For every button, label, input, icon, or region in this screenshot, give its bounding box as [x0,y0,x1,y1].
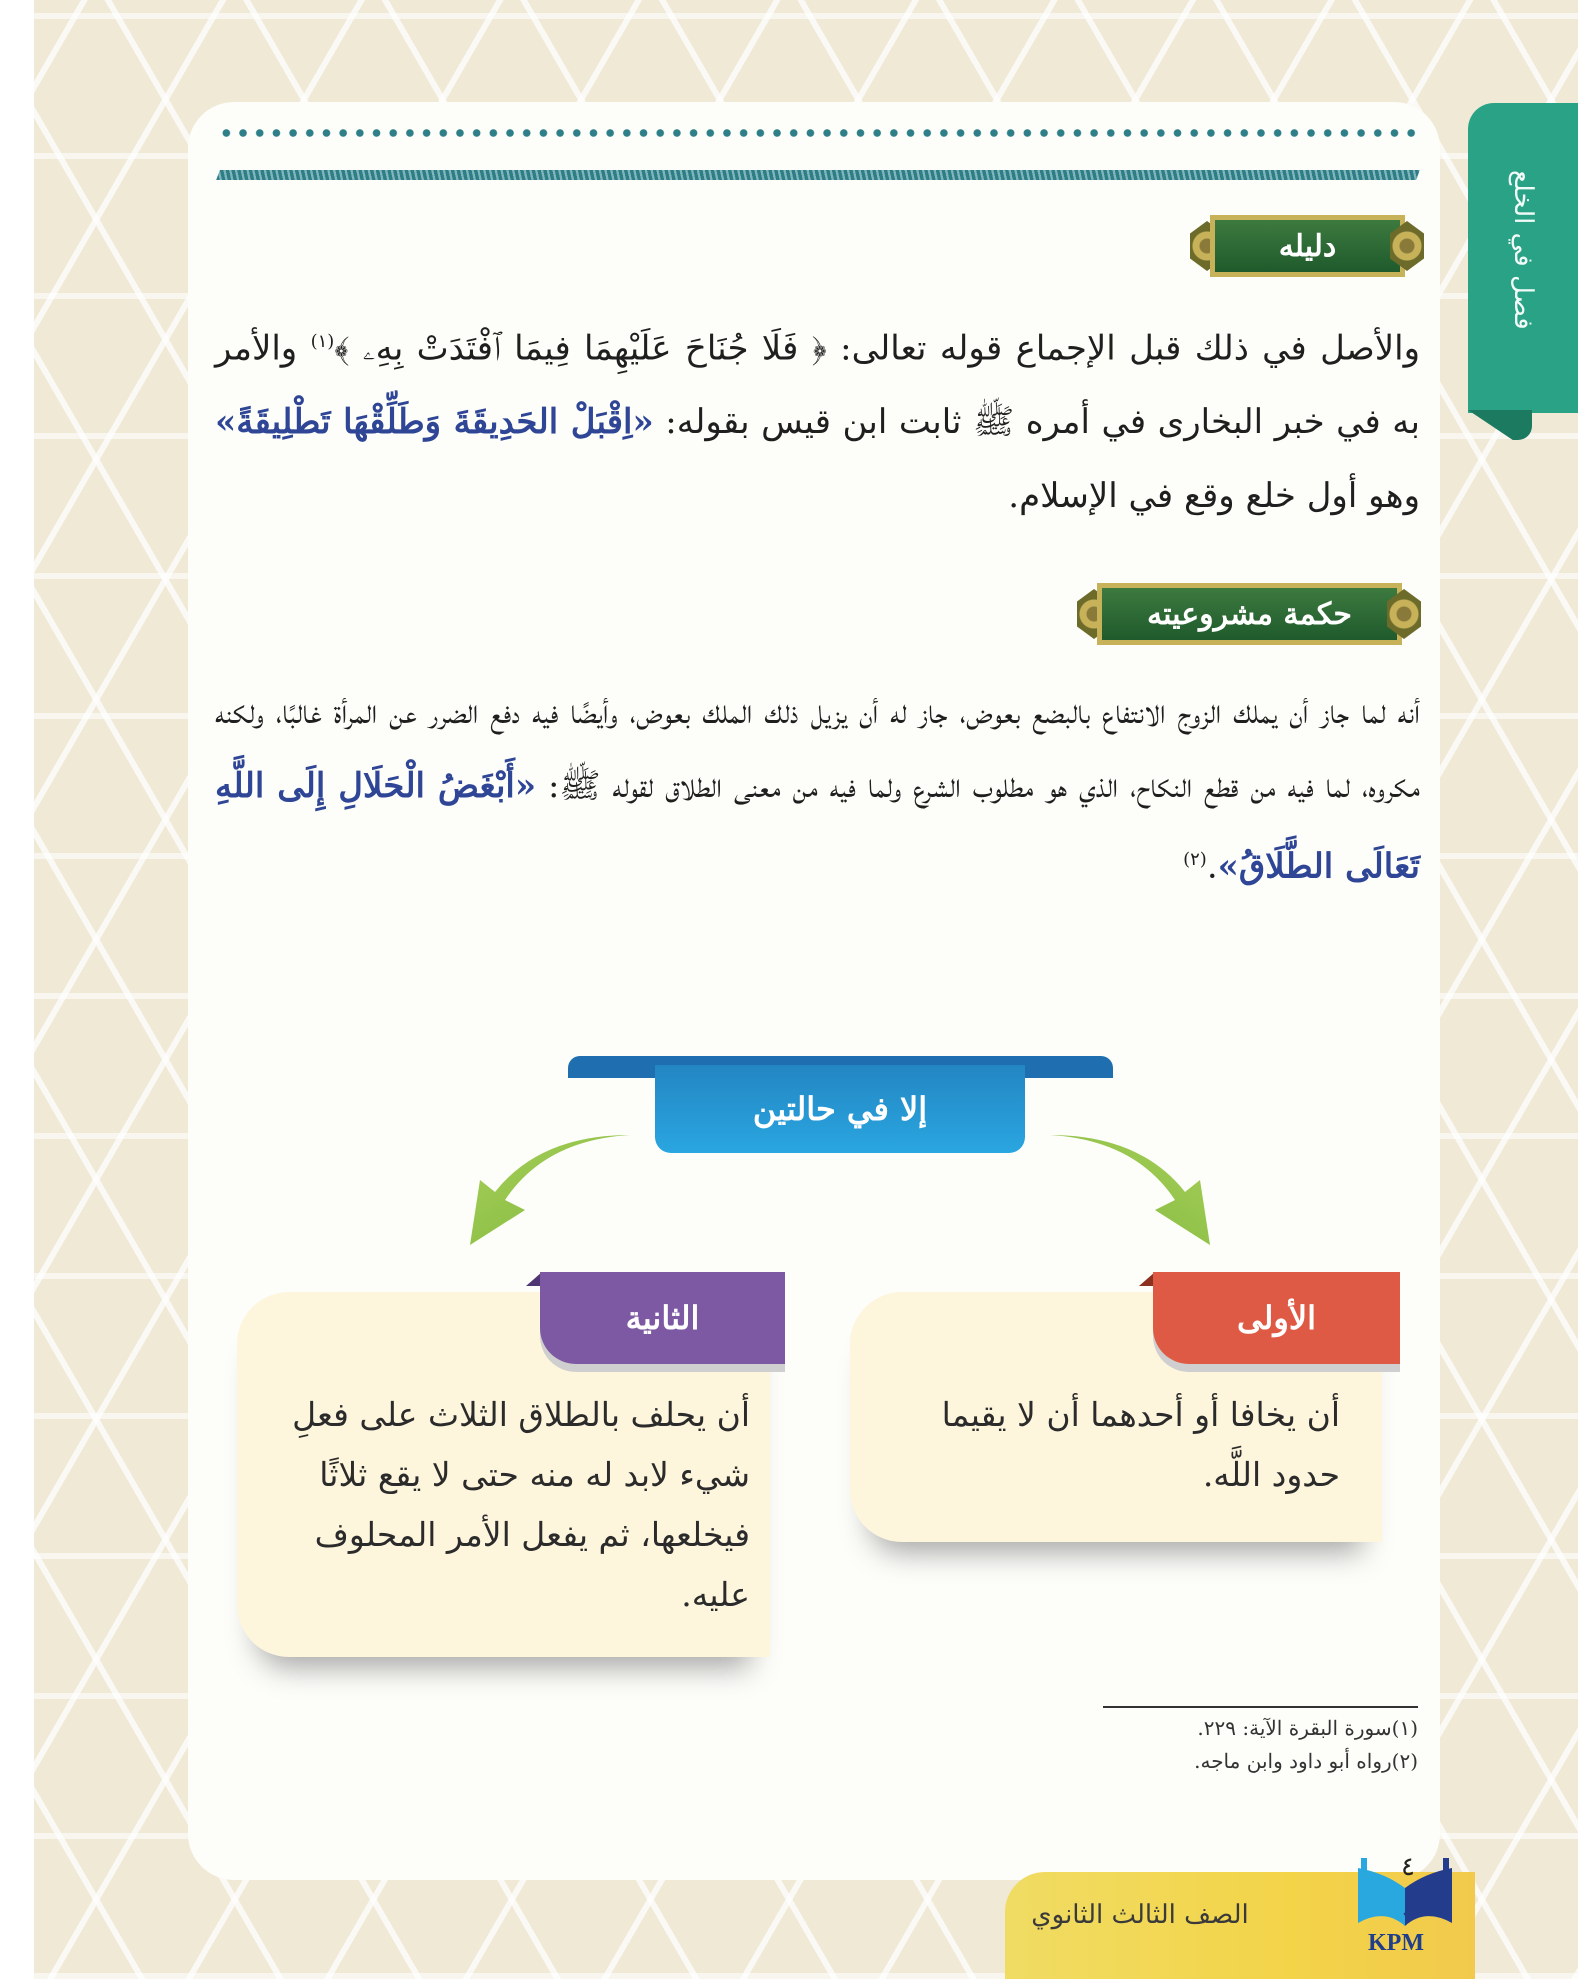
arrow-right-icon [1045,1130,1215,1250]
hadith-quote-1: «اِقْبَلْ الحَدِيقَةَ وَطَلِّقْهَا تَطْلِيقَةً» [215,402,654,443]
section-heading-wisdom: حكمة مشروعيته [1097,583,1402,645]
section-heading-evidence: دليله [1210,215,1405,277]
hadith-quote-2: «أَبْغَضُ الْحَلَالِ إِلَى اللَّهِ تَعَالَى الطَّلَاقُ» [215,766,1420,887]
footnote-2: (٢)رواه أبو داود وابن ماجه. [1194,1749,1418,1773]
case-text-first: أن يخافا أو أحدهما أن لا يقيما حدود اللَّه. [941,1395,1340,1494]
dotted-divider [218,128,1418,138]
case-text-second: أن يحلف بالطلاق الثلاث على فعلِ شيء لابد له منه حتى لا يقع ثلاثًا فيخلعها، ثم يفعل الأمر المحلوف عليه. [292,1395,750,1614]
wisdom-paragraph [215,675,1420,903]
diagram-center-label: إلا في حالتين [655,1065,1025,1153]
wisdom-end: . [1206,846,1218,887]
footnote-ref-2[interactable]: (٢) [1183,849,1207,870]
hatched-divider [216,170,1420,180]
footnote-ref-1[interactable]: (١) [310,331,335,352]
footnotes [1080,1712,1418,1778]
chapter-tab-label: فصل في الخلع [1508,170,1538,330]
case-title-first: الأولى [1153,1272,1400,1364]
evidence-intro: والأصل في ذلك قبل الإجماع قوله تعالى: [826,328,1420,369]
evidence-line-2: والأمر به في خبر البخارى في أمره ﷺ ثابت ابن قيس بقوله: [215,328,1421,443]
page-margin [0,0,34,1979]
logo-text: KPM [1368,1930,1424,1956]
quran-verse: ﴿ فَلَا جُنَاحَ عَلَيْهِمَا فِيمَا ٱفْتَدَتْ بِهِۦ ﴾ [334,328,827,369]
evidence-paragraph [215,305,1420,533]
case-title-second: الثانية [540,1272,785,1364]
evidence-closing: وهو أول خلع وقع في الإسلام. [1008,476,1420,517]
arrow-left-icon [465,1130,635,1250]
page-number: ٤ [1401,1852,1415,1882]
wisdom-body: أنه لما جاز أن يملك الزوج الانتفاع بالبضع بعوض، جاز له أن يزيل ذلك الملك بعوض، وأيضًا فيه دفع الضرر عن المرأة غالبًا، ولكنه مكروه، لما فيه من قطع النكاح، الذي هو مطلوب الشرع ولما فيه من معنى الطلاق لقوله ﷺ: [215,692,1420,806]
footnote-divider [1103,1706,1418,1708]
footnote-1: (١)سورة البقرة الآية: ٢٢٩. [1197,1716,1418,1740]
grade-label: الصف الثالث الثانوي [1031,1900,1249,1930]
